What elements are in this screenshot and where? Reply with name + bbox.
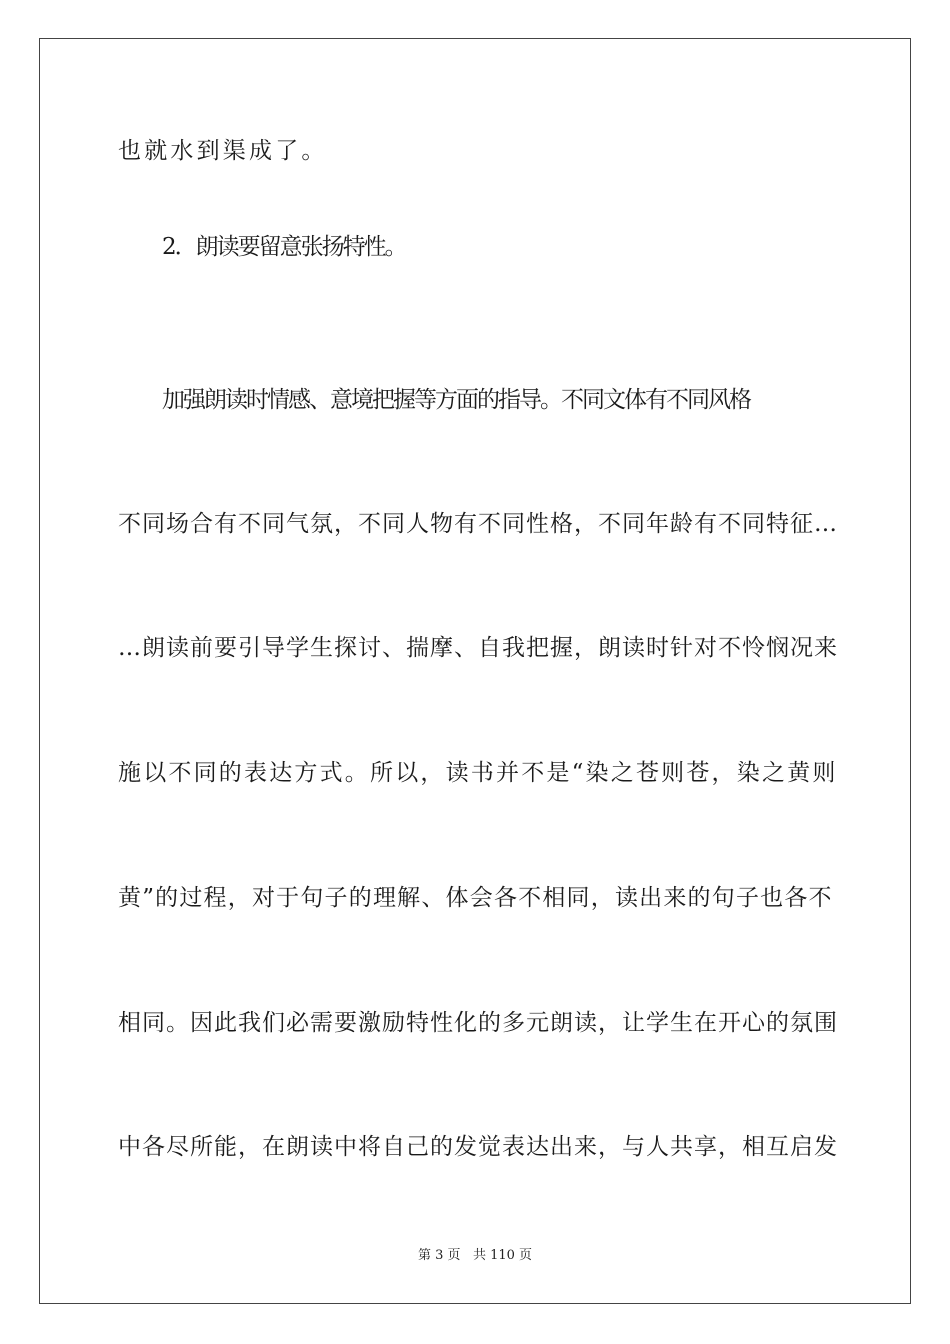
text-line-3-paragraph-start: 加强朗读时情感、意境把握等方面的指导。不同文体有不同风格 — [162, 387, 750, 413]
text-line-1: 也就水到渠成了。 — [118, 138, 328, 164]
text-line-6: 施以不同的表达方式。所以，读书并不是“染之苍则苍，染之黄则 — [118, 760, 838, 786]
page-footer — [0, 1247, 950, 1265]
text-line-5: …朗读前要引导学生探讨、揣摩、自我把握，朗读时针对不怜悯况来 — [118, 635, 838, 661]
page-total: 共 110 页 — [472, 1248, 533, 1263]
text-line-8: 相同。因此我们必需要激励特性化的多元朗读，让学生在开心的氛围 — [118, 1010, 838, 1036]
text-line-2-heading: 2．朗读要留意张扬特性。 — [162, 234, 406, 260]
text-line-7: 黄”的过程，对于句子的理解、体会各不相同，读出来的句子也各不 — [118, 885, 833, 911]
text-line-9: 中各尽所能，在朗读中将自己的发觉表达出来，与人共享，相互启发 — [118, 1134, 838, 1160]
text-line-4: 不同场合有不同气氛，不同人物有不同性格，不同年龄有不同特征… — [118, 511, 838, 537]
page-border — [39, 38, 911, 1304]
page-number: 第 3 页 — [417, 1248, 461, 1263]
